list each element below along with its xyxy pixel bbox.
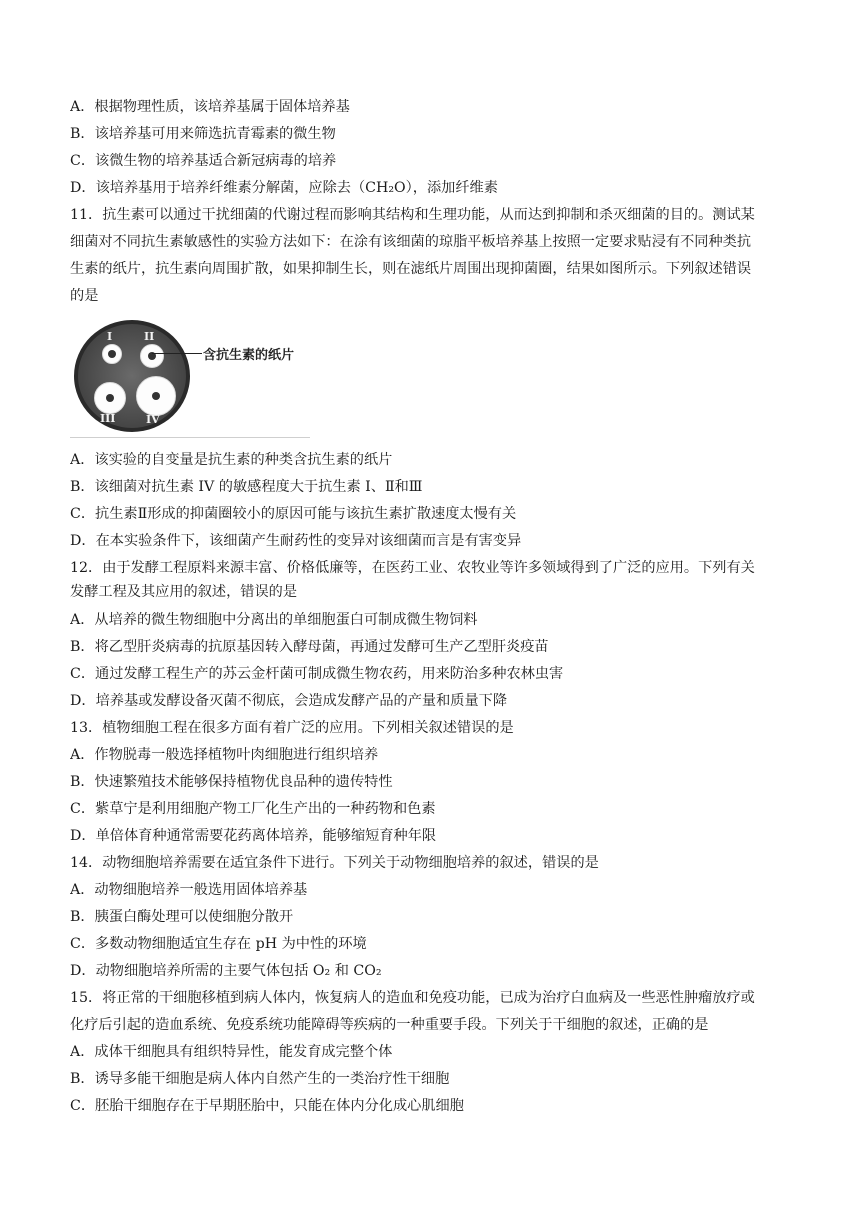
q10-option-a: A．根据物理性质，该培养基属于固体培养基 (70, 99, 350, 115)
q15-option-c: C．胚胎干细胞存在于早期胚胎中，只能在体内分化成心肌细胞 (70, 1098, 464, 1114)
disc-label-3: III (100, 412, 116, 425)
q12-stem-line-2 (70, 582, 792, 602)
q13-stem (70, 718, 792, 738)
q12-option-c: C．通过发酵工程生产的苏云金杆菌可制成微生物农药，用来防治多种农林虫害 (70, 666, 564, 682)
disc-label-1: I (107, 330, 113, 343)
q13-option-a: A．作物脱毒一般选择植物叶肉细胞进行组织培养 (70, 747, 379, 763)
disc-label-4: IV (146, 413, 160, 426)
q12-stem-line-1: 12．由于发酵工程原料来源丰富、价格低廉等，在医药工业、农牧业等许多领域得到了广泛的应用。下列有关 (70, 560, 755, 576)
q13-option-c: C．紫草宁是利用细胞产物工厂化生产出的一种药物和色素 (70, 801, 436, 817)
petri-dish (74, 320, 190, 432)
antibiotic-plate-figure (70, 318, 310, 438)
q11-option-a: A．该实验的自变量是抗生素的种类含抗生素的纸片 (70, 452, 393, 468)
q11-option-c: C．抗生素Ⅱ形成的抑菌圈较小的原因可能与该抗生素扩散速度太慢有关 (70, 506, 517, 522)
q15-option-b: B．诱导多能干细胞是病人体内自然产生的一类治疗性干细胞 (70, 1071, 450, 1087)
q11-stem-line-2: 细菌对不同抗生素敏感性的实验方法如下：在涂有该细菌的琼脂平板培养基上按照一定要求贴浸有不同种类抗 (70, 234, 752, 250)
callout-label: 含抗生素的纸片 (203, 348, 295, 363)
q15-stem-line-2: 化疗后引起的造血系统、免疫系统功能障碍等疾病的一种重要手段。下列关于干细胞的叙述，正确的是 (70, 1017, 709, 1033)
q14-emphasis-wrong: 错误 (542, 855, 571, 871)
antibiotic-disc-2 (140, 344, 164, 368)
antibiotic-disc-4 (136, 376, 176, 416)
q14-option-b: B．胰蛋白酶处理可以使细胞分散开 (70, 909, 294, 925)
q13-option-d: D．单倍体育种通常需要花药离体培养，能够缩短育种年限 (70, 828, 437, 844)
q12-emphasis-wrong: 错误 (240, 584, 269, 600)
q10-option-b: B．该培养基可用来筛选抗青霉素的微生物 (70, 126, 336, 142)
figure-divider (70, 437, 310, 438)
q12-option-a: A．从培养的微生物细胞中分离出的单细胞蛋白可制成微生物饲料 (70, 612, 478, 628)
q13-stem-text: 13．植物细胞工程在很多方面有着广泛的应用。下列相关叙述 (70, 720, 457, 736)
q14-option-d: D．动物细胞培养所需的主要气体包括 O₂ 和 CO₂ (70, 963, 382, 979)
q14-stem-end: 的是 (570, 855, 599, 871)
q11-stem-text: 生素的纸片，抗生素向周围扩散，如果抑制生长，则在滤纸片周围出现抑菌圈，结果如图所示。下列叙述 (70, 261, 723, 277)
antibiotic-disc-1 (102, 344, 122, 364)
q11-stem-line-1: 11．抗生素可以通过干扰细菌的代谢过程而影响其结构和生理功能，从而达到抑制和杀灭细菌的目的。测试某 (70, 207, 755, 223)
q12-stem-text: 发酵工程及其应用的叙述， (70, 584, 241, 600)
q10-option-c: C．该微生物的培养基适合新冠病毒的培养 (70, 153, 337, 169)
q15-option-a: A．成体干细胞具有组织特异性，能发育成完整个体 (70, 1044, 393, 1060)
antibiotic-disc-3 (94, 382, 126, 414)
q14-option-a: A．动物细胞培养一般选用固体培养基 (70, 882, 308, 898)
q12-option-d: D．培养基或发酵设备灭菌不彻底，会造成发酵产品的产量和质量下降 (70, 693, 508, 709)
q11-option-d: D．在本实验条件下，该细菌产生耐药性的变异对该细菌而言是有害变异 (70, 533, 522, 549)
q13-option-b: B．快速繁殖技术能够保持植物优良品种的遗传特性 (70, 774, 393, 790)
q11-option-b: B．该细菌对抗生素 IV 的敏感程度大于抗生素 I、Ⅱ和Ⅲ (70, 479, 423, 495)
q11-emphasis-wrong: 错误 (722, 261, 752, 277)
disc-label-2: II (144, 330, 155, 343)
callout-line (152, 353, 202, 354)
q12-stem-end: 的是 (268, 584, 298, 600)
q11-stem-line-3 (70, 259, 792, 279)
q10-option-d: D．该培养基用于培养纤维素分解菌，应除去（CH₂O），添加纤维素 (70, 180, 498, 196)
q13-stem-end: 的是 (485, 720, 514, 736)
q11-stem-line-4: 的是 (70, 288, 99, 304)
q13-emphasis-wrong: 错误 (456, 720, 486, 736)
q14-stem (70, 853, 792, 873)
q12-option-b: B．将乙型肝炎病毒的抗原基因转入酵母菌，再通过发酵可生产乙型肝炎疫苗 (70, 639, 549, 655)
q14-stem-text: 14．动物细胞培养需要在适宜条件下进行。下列关于动物细胞培养的叙述， (70, 855, 543, 871)
q14-option-c: C．多数动物细胞适宜生存在 pH 为中性的环境 (70, 936, 367, 952)
q15-stem-line-1: 15．将正常的干细胞移植到病人体内，恢复病人的造血和免疫功能，已成为治疗白血病及一些恶性肿瘤放疗或 (70, 990, 755, 1006)
